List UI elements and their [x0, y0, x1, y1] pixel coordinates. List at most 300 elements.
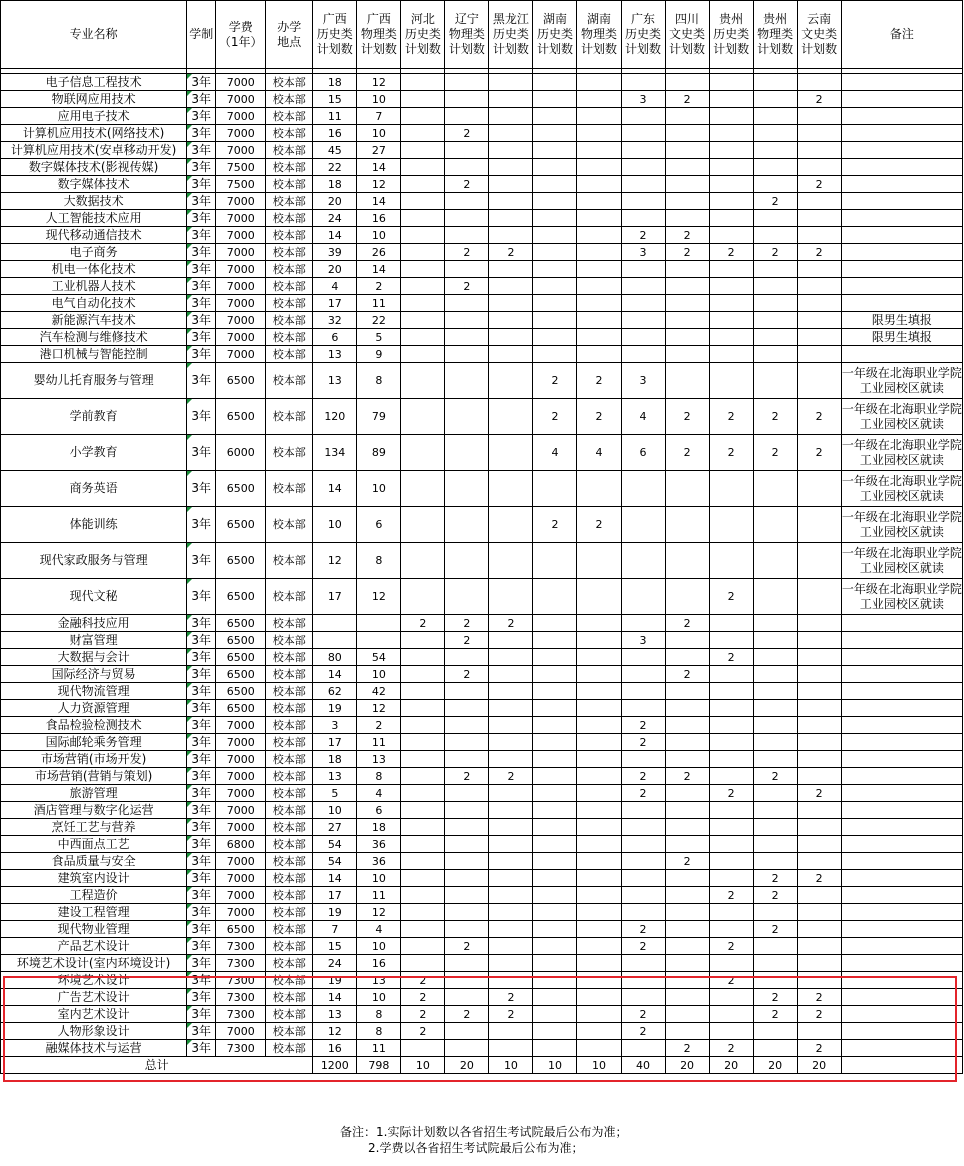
table-row — [1, 819, 963, 836]
tuition: 6500 — [216, 632, 266, 649]
plan-count — [401, 579, 445, 615]
plan-count — [753, 295, 797, 312]
plan-count: 2 — [445, 244, 489, 261]
plan-count — [709, 278, 753, 295]
plan-count — [709, 74, 753, 91]
plan-count — [577, 244, 621, 261]
plan-count — [753, 159, 797, 176]
plan-count — [401, 768, 445, 785]
plan-count — [797, 346, 841, 363]
footnote-1: 备注：1.实际计划数以各省招生考试院最后公布为准； — [340, 1125, 628, 1139]
plan-count — [753, 717, 797, 734]
tuition: 6000 — [216, 435, 266, 471]
tuition: 7500 — [216, 159, 266, 176]
plan-count: 12 — [357, 176, 401, 193]
campus: 校本部 — [266, 363, 313, 399]
plan-count — [797, 972, 841, 989]
plan-count — [753, 700, 797, 717]
table-row — [1, 751, 963, 768]
campus: 校本部 — [266, 666, 313, 683]
tuition: 7300 — [216, 938, 266, 955]
plan-count — [445, 543, 489, 579]
duration: 3年 — [187, 363, 216, 399]
plan-count: 2 — [709, 244, 753, 261]
plan-count — [621, 802, 665, 819]
campus: 校本部 — [266, 1040, 313, 1057]
plan-count — [445, 295, 489, 312]
major-name: 国际经济与贸易 — [1, 666, 187, 683]
plan-count — [533, 751, 577, 768]
plan-count — [577, 870, 621, 887]
plan-count: 2 — [753, 870, 797, 887]
plan-count — [753, 108, 797, 125]
plan-count — [709, 295, 753, 312]
campus: 校本部 — [266, 125, 313, 142]
plan-count: 2 — [445, 768, 489, 785]
plan-count: 2 — [665, 666, 709, 683]
plan-count — [621, 700, 665, 717]
plan-count — [665, 802, 709, 819]
plan-count: 2 — [709, 887, 753, 904]
plan-count — [797, 193, 841, 210]
plan-count: 10 — [357, 471, 401, 507]
plan-count — [577, 751, 621, 768]
remark — [841, 819, 962, 836]
plan-count — [489, 346, 533, 363]
plan-count — [577, 887, 621, 904]
plan-count — [401, 210, 445, 227]
plan-count — [665, 717, 709, 734]
plan-count — [533, 615, 577, 632]
plan-count: 2 — [797, 989, 841, 1006]
major-name: 国际邮轮乘务管理 — [1, 734, 187, 751]
major-name: 数字媒体技术(影视传媒) — [1, 159, 187, 176]
plan-count: 2 — [753, 399, 797, 435]
plan-count — [753, 751, 797, 768]
plan-count — [665, 329, 709, 346]
remark: 一年级在北海职业学院工业园校区就读 — [841, 507, 962, 543]
remark — [841, 989, 962, 1006]
duration: 3年 — [187, 802, 216, 819]
plan-count — [797, 853, 841, 870]
plan-count — [445, 159, 489, 176]
plan-count — [489, 329, 533, 346]
plan-count: 2 — [489, 1006, 533, 1023]
plan-count — [709, 1023, 753, 1040]
plan-count — [577, 312, 621, 329]
table-row — [1, 649, 963, 666]
plan-count: 12 — [313, 543, 357, 579]
plan-count: 10 — [357, 938, 401, 955]
plan-count — [753, 666, 797, 683]
plan-count: 2 — [797, 785, 841, 802]
plan-count — [753, 785, 797, 802]
plan-count: 11 — [357, 734, 401, 751]
tuition: 7300 — [216, 989, 266, 1006]
plan-count — [621, 543, 665, 579]
plan-count — [577, 819, 621, 836]
remark — [841, 261, 962, 278]
major-name: 计算机应用技术(安卓移动开发) — [1, 142, 187, 159]
remark: 一年级在北海职业学院工业园校区就读 — [841, 543, 962, 579]
plan-count — [577, 717, 621, 734]
plan-count — [753, 74, 797, 91]
remark — [841, 295, 962, 312]
plan-count — [753, 312, 797, 329]
plan-count — [621, 955, 665, 972]
plan-count — [709, 507, 753, 543]
plan-count: 16 — [313, 125, 357, 142]
plan-count — [665, 176, 709, 193]
plan-count: 8 — [357, 768, 401, 785]
plan-count — [401, 227, 445, 244]
remark — [841, 1057, 962, 1074]
total-count: 1200 — [313, 1057, 357, 1074]
plan-count: 2 — [621, 1023, 665, 1040]
plan-count — [665, 295, 709, 312]
plan-count — [489, 836, 533, 853]
tuition: 6800 — [216, 836, 266, 853]
plan-count — [797, 261, 841, 278]
remark — [841, 955, 962, 972]
campus: 校本部 — [266, 295, 313, 312]
plan-count — [577, 74, 621, 91]
tuition: 7000 — [216, 768, 266, 785]
column-header-13: 贵州 历史类 计划数 — [709, 1, 753, 69]
remark — [841, 870, 962, 887]
plan-count — [577, 142, 621, 159]
plan-count — [401, 751, 445, 768]
tuition: 7000 — [216, 244, 266, 261]
plan-count — [401, 802, 445, 819]
campus: 校本部 — [266, 1006, 313, 1023]
plan-count — [621, 1040, 665, 1057]
plan-count — [489, 666, 533, 683]
plan-count — [665, 125, 709, 142]
plan-count: 2 — [665, 244, 709, 261]
plan-count: 10 — [357, 227, 401, 244]
remark: 一年级在北海职业学院工业园校区就读 — [841, 579, 962, 615]
duration: 3年 — [187, 904, 216, 921]
major-name: 市场营销(营销与策划) — [1, 768, 187, 785]
campus: 校本部 — [266, 853, 313, 870]
duration: 3年 — [187, 435, 216, 471]
remark — [841, 734, 962, 751]
plan-count: 18 — [313, 74, 357, 91]
plan-count — [401, 435, 445, 471]
plan-count — [445, 989, 489, 1006]
column-header-3: 办学 地点 — [266, 1, 313, 69]
plan-count — [665, 700, 709, 717]
plan-count — [577, 785, 621, 802]
plan-count — [489, 579, 533, 615]
plan-count: 2 — [665, 1040, 709, 1057]
duration: 3年 — [187, 972, 216, 989]
campus: 校本部 — [266, 887, 313, 904]
campus: 校本部 — [266, 683, 313, 700]
table-row — [1, 615, 963, 632]
duration: 3年 — [187, 176, 216, 193]
duration: 3年 — [187, 666, 216, 683]
duration: 3年 — [187, 507, 216, 543]
plan-count — [665, 683, 709, 700]
plan-count: 20 — [313, 261, 357, 278]
plan-count — [445, 312, 489, 329]
plan-count — [753, 125, 797, 142]
plan-count — [489, 278, 533, 295]
plan-count — [577, 227, 621, 244]
plan-count — [665, 363, 709, 399]
plan-count — [445, 1040, 489, 1057]
plan-count: 80 — [313, 649, 357, 666]
plan-count: 5 — [357, 329, 401, 346]
plan-count — [533, 700, 577, 717]
plan-count: 4 — [621, 399, 665, 435]
table-row — [1, 176, 963, 193]
plan-count — [797, 819, 841, 836]
total-count: 10 — [401, 1057, 445, 1074]
plan-count — [533, 989, 577, 1006]
plan-count — [533, 108, 577, 125]
remark — [841, 1006, 962, 1023]
plan-count — [401, 700, 445, 717]
plan-count: 14 — [357, 159, 401, 176]
table-row — [1, 734, 963, 751]
campus: 校本部 — [266, 210, 313, 227]
campus: 校本部 — [266, 329, 313, 346]
total-count: 10 — [489, 1057, 533, 1074]
remark — [841, 683, 962, 700]
duration: 3年 — [187, 717, 216, 734]
plan-count — [797, 125, 841, 142]
plan-count — [533, 125, 577, 142]
campus: 校本部 — [266, 955, 313, 972]
plan-count: 13 — [313, 363, 357, 399]
column-header-0: 专业名称 — [1, 1, 187, 69]
plan-count — [665, 904, 709, 921]
plan-count: 5 — [313, 785, 357, 802]
plan-count — [665, 972, 709, 989]
plan-count — [621, 125, 665, 142]
tuition: 7000 — [216, 193, 266, 210]
plan-count — [401, 261, 445, 278]
plan-count — [401, 632, 445, 649]
plan-count: 14 — [313, 666, 357, 683]
plan-count — [797, 666, 841, 683]
major-name: 港口机械与智能控制 — [1, 346, 187, 363]
plan-count — [577, 904, 621, 921]
plan-count — [753, 329, 797, 346]
plan-count: 2 — [621, 785, 665, 802]
plan-count — [533, 193, 577, 210]
plan-count — [401, 904, 445, 921]
plan-count — [621, 193, 665, 210]
plan-count — [533, 227, 577, 244]
column-header-16: 备注 — [841, 1, 962, 69]
plan-count — [753, 278, 797, 295]
remark — [841, 1040, 962, 1057]
plan-count: 15 — [313, 938, 357, 955]
plan-count: 3 — [621, 632, 665, 649]
total-count: 20 — [797, 1057, 841, 1074]
plan-count — [489, 819, 533, 836]
plan-count — [665, 142, 709, 159]
plan-count: 13 — [313, 1006, 357, 1023]
plan-count — [533, 210, 577, 227]
remark — [841, 836, 962, 853]
plan-count — [489, 751, 533, 768]
plan-count — [533, 346, 577, 363]
remark — [841, 142, 962, 159]
remark — [841, 91, 962, 108]
plan-count — [797, 312, 841, 329]
remark: 限男生填报 — [841, 312, 962, 329]
table-row — [1, 972, 963, 989]
duration: 3年 — [187, 579, 216, 615]
campus: 校本部 — [266, 142, 313, 159]
plan-count — [753, 363, 797, 399]
plan-count — [401, 666, 445, 683]
campus: 校本部 — [266, 768, 313, 785]
plan-count — [533, 853, 577, 870]
plan-count — [709, 108, 753, 125]
remark: 一年级在北海职业学院工业园校区就读 — [841, 435, 962, 471]
major-name: 电子信息工程技术 — [1, 74, 187, 91]
plan-count — [753, 142, 797, 159]
remark: 限男生填报 — [841, 329, 962, 346]
plan-count — [445, 700, 489, 717]
campus: 校本部 — [266, 91, 313, 108]
remark — [841, 244, 962, 261]
duration: 3年 — [187, 632, 216, 649]
plan-count — [797, 159, 841, 176]
remark — [841, 802, 962, 819]
plan-count — [577, 632, 621, 649]
plan-count — [665, 836, 709, 853]
plan-count — [445, 972, 489, 989]
plan-count: 15 — [313, 91, 357, 108]
table-row — [1, 887, 963, 904]
plan-count — [665, 649, 709, 666]
plan-count — [753, 734, 797, 751]
plan-count — [533, 632, 577, 649]
plan-count — [753, 1023, 797, 1040]
plan-count — [445, 261, 489, 278]
plan-count: 8 — [357, 363, 401, 399]
duration: 3年 — [187, 938, 216, 955]
remark — [841, 176, 962, 193]
table-row — [1, 74, 963, 91]
plan-count — [797, 802, 841, 819]
plan-count: 13 — [357, 972, 401, 989]
tuition: 7000 — [216, 210, 266, 227]
major-name: 小学教育 — [1, 435, 187, 471]
duration: 3年 — [187, 471, 216, 507]
campus: 校本部 — [266, 836, 313, 853]
column-header-8: 黑龙江 历史类 计划数 — [489, 1, 533, 69]
plan-count — [621, 989, 665, 1006]
campus: 校本部 — [266, 261, 313, 278]
plan-count — [753, 579, 797, 615]
major-name: 新能源汽车技术 — [1, 312, 187, 329]
plan-count — [577, 176, 621, 193]
plan-count: 12 — [313, 1023, 357, 1040]
plan-count — [401, 870, 445, 887]
table-row — [1, 399, 963, 435]
plan-count: 4 — [533, 435, 577, 471]
plan-count — [709, 615, 753, 632]
plan-count: 3 — [313, 717, 357, 734]
plan-count — [621, 853, 665, 870]
plan-count: 54 — [313, 853, 357, 870]
plan-count — [401, 887, 445, 904]
plan-count — [445, 1023, 489, 1040]
plan-count: 18 — [313, 176, 357, 193]
plan-count — [709, 734, 753, 751]
campus: 校本部 — [266, 615, 313, 632]
plan-count — [797, 543, 841, 579]
plan-count: 10 — [357, 666, 401, 683]
major-name: 食品质量与安全 — [1, 853, 187, 870]
tuition: 7000 — [216, 819, 266, 836]
plan-count — [665, 278, 709, 295]
plan-count — [621, 471, 665, 507]
plan-count — [445, 329, 489, 346]
tuition: 7000 — [216, 125, 266, 142]
plan-count — [621, 683, 665, 700]
remark — [841, 785, 962, 802]
plan-count — [753, 346, 797, 363]
plan-count: 89 — [357, 435, 401, 471]
plan-count — [621, 615, 665, 632]
plan-count: 10 — [357, 989, 401, 1006]
plan-count — [401, 244, 445, 261]
plan-count: 2 — [709, 579, 753, 615]
campus: 校本部 — [266, 507, 313, 543]
plan-count — [445, 399, 489, 435]
plan-count: 2 — [797, 91, 841, 108]
plan-count: 6 — [313, 329, 357, 346]
remark — [841, 938, 962, 955]
plan-count: 2 — [621, 938, 665, 955]
plan-count — [797, 649, 841, 666]
major-name: 大数据与会计 — [1, 649, 187, 666]
tuition: 7000 — [216, 734, 266, 751]
plan-count — [445, 210, 489, 227]
plan-count — [709, 717, 753, 734]
table-row — [1, 91, 963, 108]
plan-count: 2 — [401, 972, 445, 989]
plan-count — [753, 176, 797, 193]
tuition: 6500 — [216, 649, 266, 666]
plan-count: 4 — [357, 785, 401, 802]
plan-count: 2 — [753, 1006, 797, 1023]
plan-count — [401, 471, 445, 507]
plan-count — [401, 329, 445, 346]
major-name: 学前教育 — [1, 399, 187, 435]
duration: 3年 — [187, 955, 216, 972]
plan-count: 2 — [797, 435, 841, 471]
plan-count — [533, 717, 577, 734]
remark: 一年级在北海职业学院工业园校区就读 — [841, 399, 962, 435]
plan-count — [401, 921, 445, 938]
plan-count — [533, 1006, 577, 1023]
remark — [841, 227, 962, 244]
tuition: 7000 — [216, 904, 266, 921]
plan-count — [489, 312, 533, 329]
column-header-11: 广东 历史类 计划数 — [621, 1, 665, 69]
plan-count — [489, 955, 533, 972]
